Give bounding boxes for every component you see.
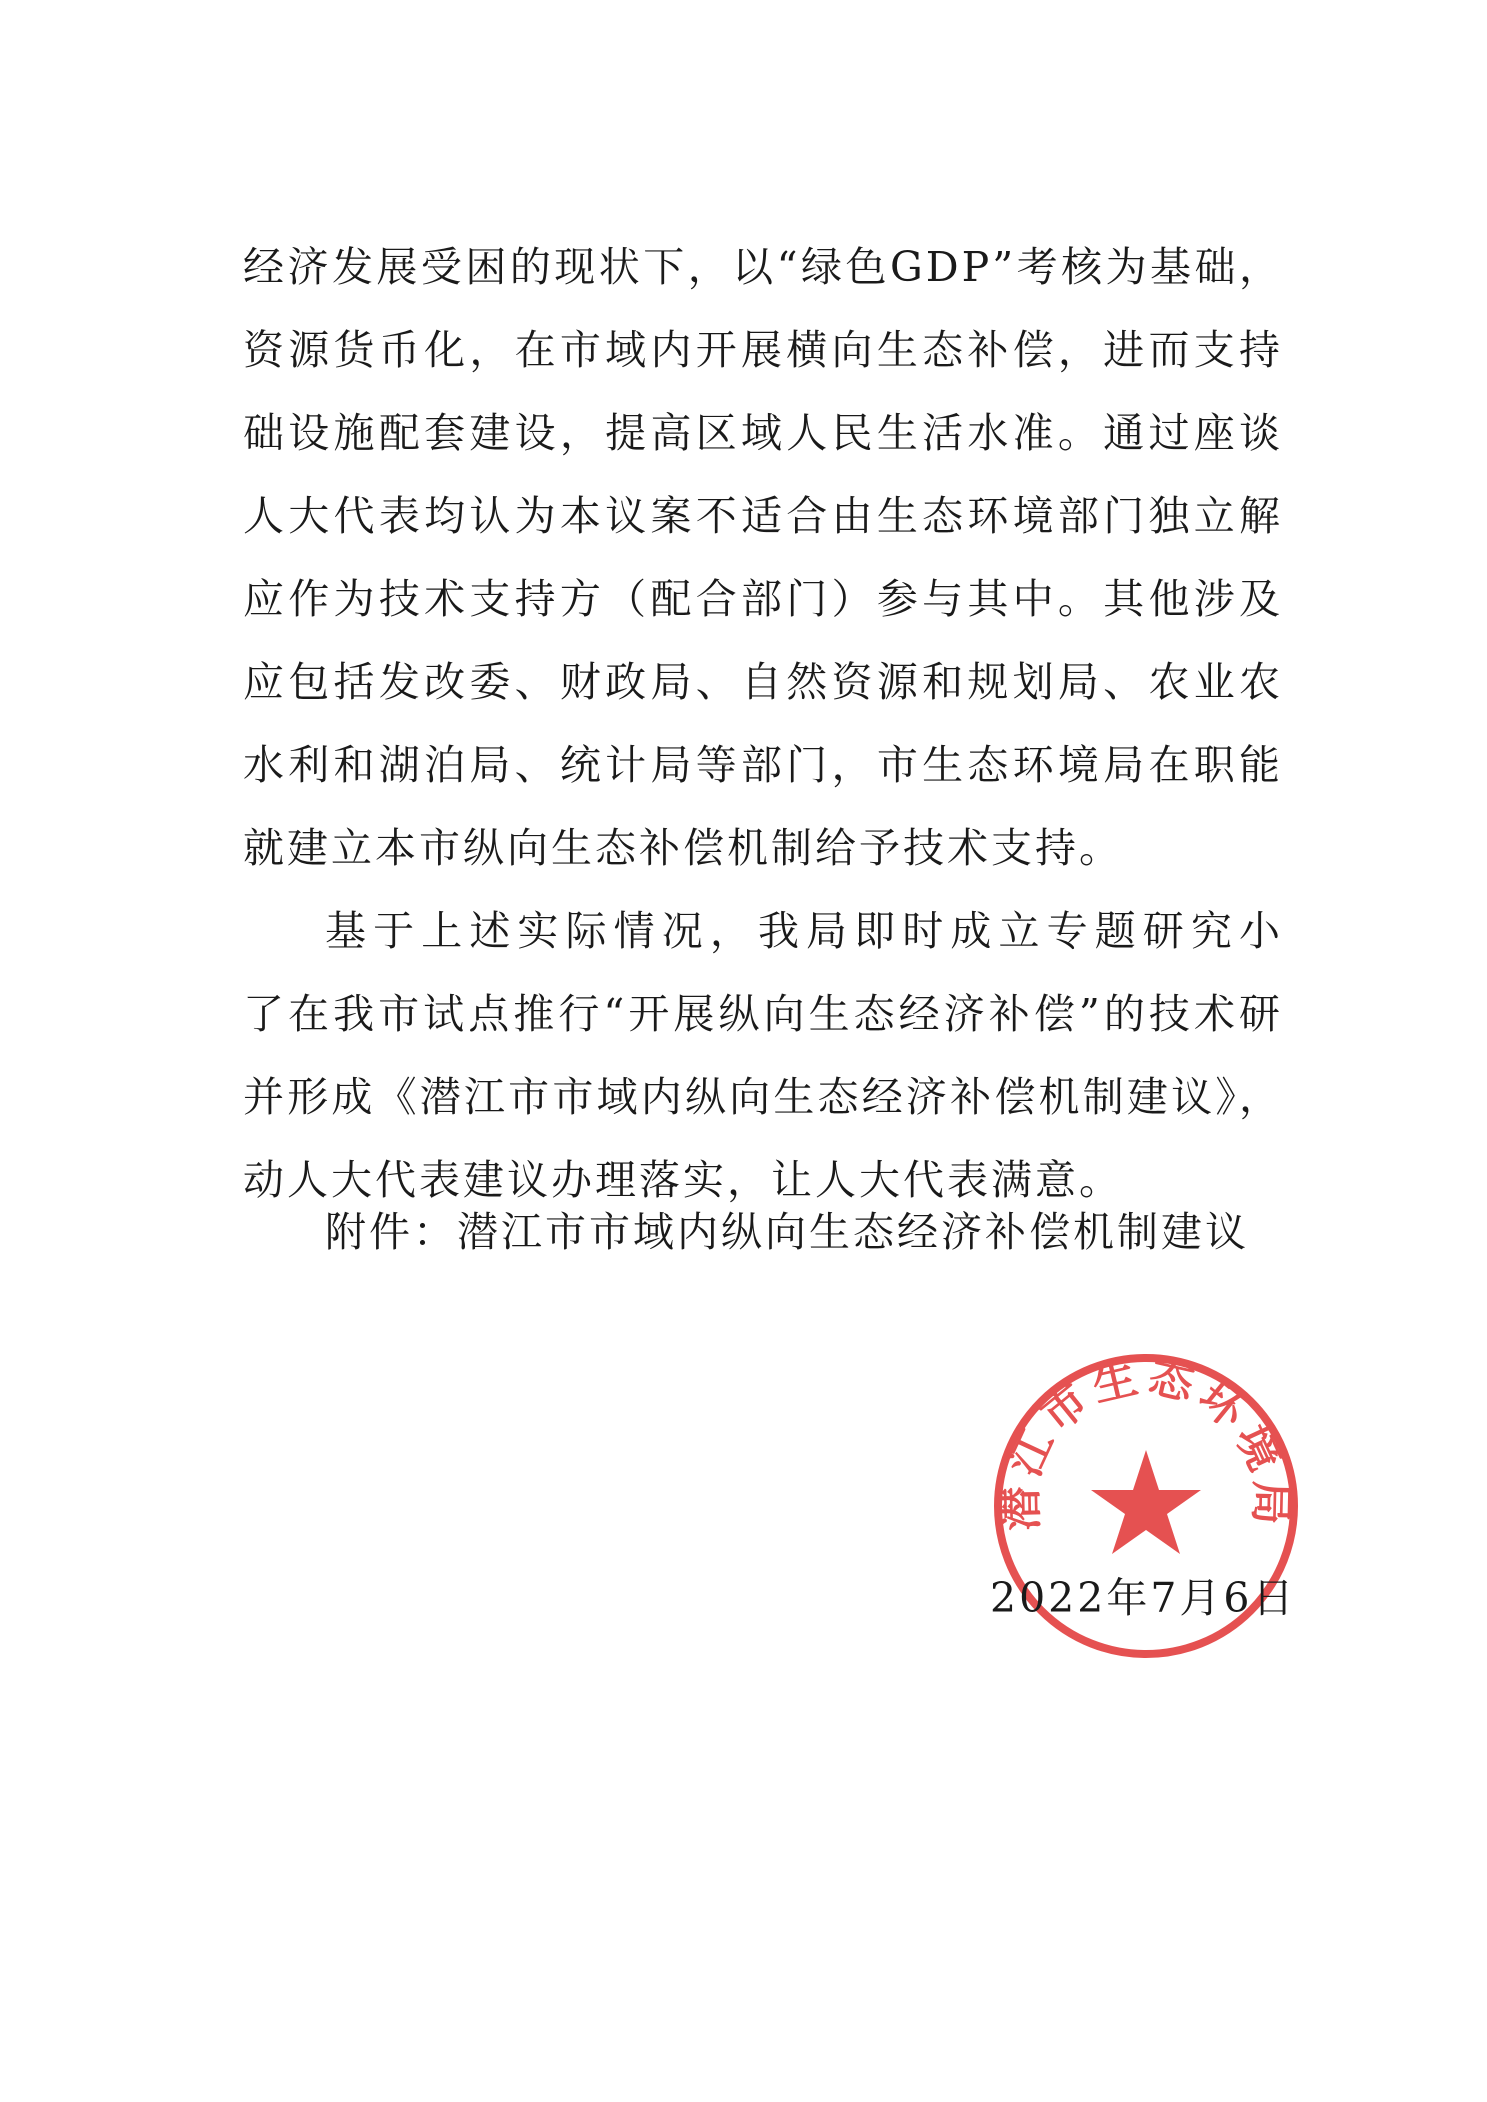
paragraph-1-line-3: 础设施配套建设，提高区域人民生活水准。通过座谈 <box>243 409 1283 457</box>
paragraph-1-line-4: 人大代表均认为本议案不适合由生态环境部门独立解 <box>243 492 1283 540</box>
document-date: 2022年7月6日 <box>990 1574 1297 1622</box>
paragraph-1-line-6: 应包括发改委、财政局、自然资源和规划局、农业农 <box>243 658 1283 706</box>
paragraph-1-line-8: 就建立本市纵向生态补偿机制给予技术支持。 <box>243 824 1123 872</box>
paragraph-2-line-2: 了在我市试点推行“开展纵向生态经济补偿”的技术研 <box>243 990 1283 1038</box>
attachment-line: 附件：潜江市市域内纵向生态经济补偿机制建议 <box>325 1208 1249 1256</box>
document-body <box>243 226 1283 1222</box>
paragraph-2-line-1: 基于上述实际情况，我局即时成立专题研究小 <box>325 907 1283 955</box>
paragraph-2-line-4: 动人大代表建议办理落实，让人大代表满意。 <box>243 1156 1123 1204</box>
paragraph-1-line-2: 资源货币化，在市域内开展横向生态补偿，进而支持 <box>243 326 1283 374</box>
paragraph-2-line-3: 并形成《潜江市市域内纵向生态经济补偿机制建议》， <box>243 1073 1283 1121</box>
seal-star-icon <box>1091 1450 1201 1554</box>
paragraph-1-line-5: 应作为技术支持方（配合部门）参与其中。其他涉及 <box>243 575 1283 623</box>
paragraph-1-line-7: 水利和湖泊局、统计局等部门，市生态环境局在职能 <box>243 741 1283 789</box>
seal-text: 潜江市生态环境局 <box>995 1351 1297 1532</box>
paragraph-1-line-1: 经济发展受困的现状下，以“绿色GDP”考核为基础， <box>243 243 1283 291</box>
